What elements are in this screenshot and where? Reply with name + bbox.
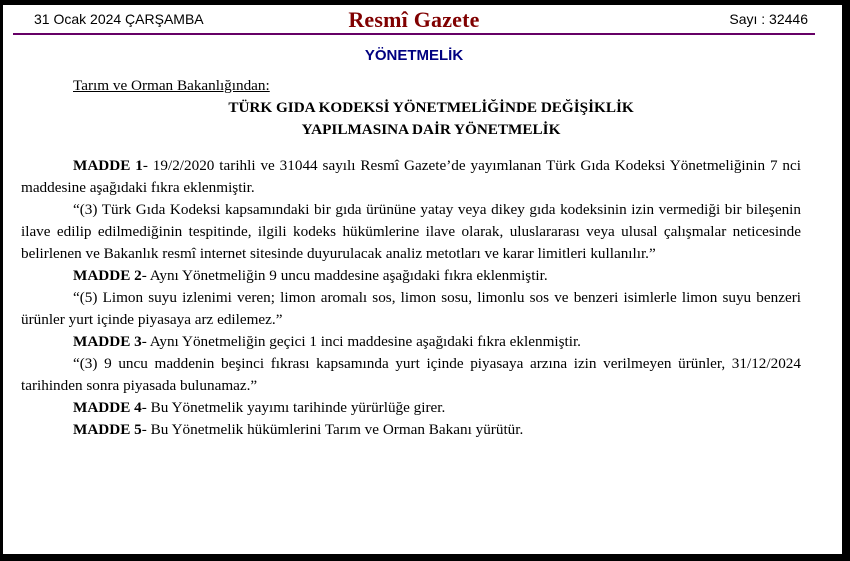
regulation-document: [21, 75, 801, 441]
article-label: MADDE 1: [73, 157, 143, 174]
article-5: [21, 419, 801, 441]
article-4: [21, 397, 801, 419]
issuer: Tarım ve Orman Bakanlığından:: [73, 77, 270, 94]
article-label: MADDE 3: [73, 333, 142, 350]
article-2: [21, 265, 801, 287]
article-text: - Bu Yönetmelik hükümlerini Tarım ve Orman Bakanı yürütür.: [141, 421, 524, 438]
article-text: - Bu Yönetmelik yayımı tarihinde yürürlüğe girer.: [141, 399, 446, 416]
article-1: [21, 155, 801, 199]
article-text: - 19/2/2020 tarihli ve 31044 sayılı Resmî Gazete’de yayımlanan Türk Gıda Kodeksi Yönetmeliğinin 7 nci maddesine aşağıdaki fıkra eklenmiştir.: [21, 157, 801, 196]
regulation-title-line-1: TÜRK GIDA KODEKSİ YÖNETMELİĞİNDE DEĞİŞİKLİK: [228, 99, 634, 116]
article-3: [21, 331, 801, 353]
section-heading: YÖNETMELİK: [364, 47, 464, 64]
publication-date: 31 Ocak 2024 ÇARŞAMBA: [34, 11, 204, 27]
regulation-title-line-2: YAPILMASINA DAİR YÖNETMELİK: [301, 121, 561, 138]
article-label: MADDE 4: [73, 399, 142, 416]
gazette-title: Resmî Gazete: [348, 7, 480, 32]
issue-number: Sayı : 32446: [729, 11, 808, 27]
article-text: - Aynı Yönetmeliğin geçici 1 inci maddesine aşağıdaki fıkra eklenmiştir.: [141, 333, 581, 350]
article-text: - Aynı Yönetmeliğin 9 uncu maddesine aşağıdaki fıkra eklenmiştir.: [141, 267, 548, 284]
article-label: MADDE 2: [73, 267, 142, 284]
regulation-title: [61, 97, 801, 141]
article-label: MADDE 5: [73, 421, 142, 438]
article-1-quote: “(3) Türk Gıda Kodeksi kapsamındaki bir gıda ürününe yatay veya dikey gıda kodeksinin izin vermediği bir bileşenin ilave edilip edilmediğinin tespitinde, ilgili kodeks hükümlerine ilave olarak, uluslararası veya ulusal çalışmalar neticesinde belirlenen ve Bakanlık resmî internet sitesinde duyurulacak analiz metotları ve karar limitleri kullanılır.”: [21, 201, 801, 262]
masthead: [13, 5, 815, 35]
article-3-quote: “(3) 9 uncu maddenin beşinci fıkrası kapsamında yurt içinde piyasaya arzına izin verilmeyen ürünler, 31/12/2024 tarihinden sonra piyasada bulunamaz.”: [21, 355, 801, 394]
article-2-quote: “(5) Limon suyu izlenimi veren; limon aromalı sos, limon sosu, limonlu sos ve benzeri isimlerle limon suyu benzeri ürünler yurt içinde piyasaya arz edilemez.”: [21, 289, 801, 328]
